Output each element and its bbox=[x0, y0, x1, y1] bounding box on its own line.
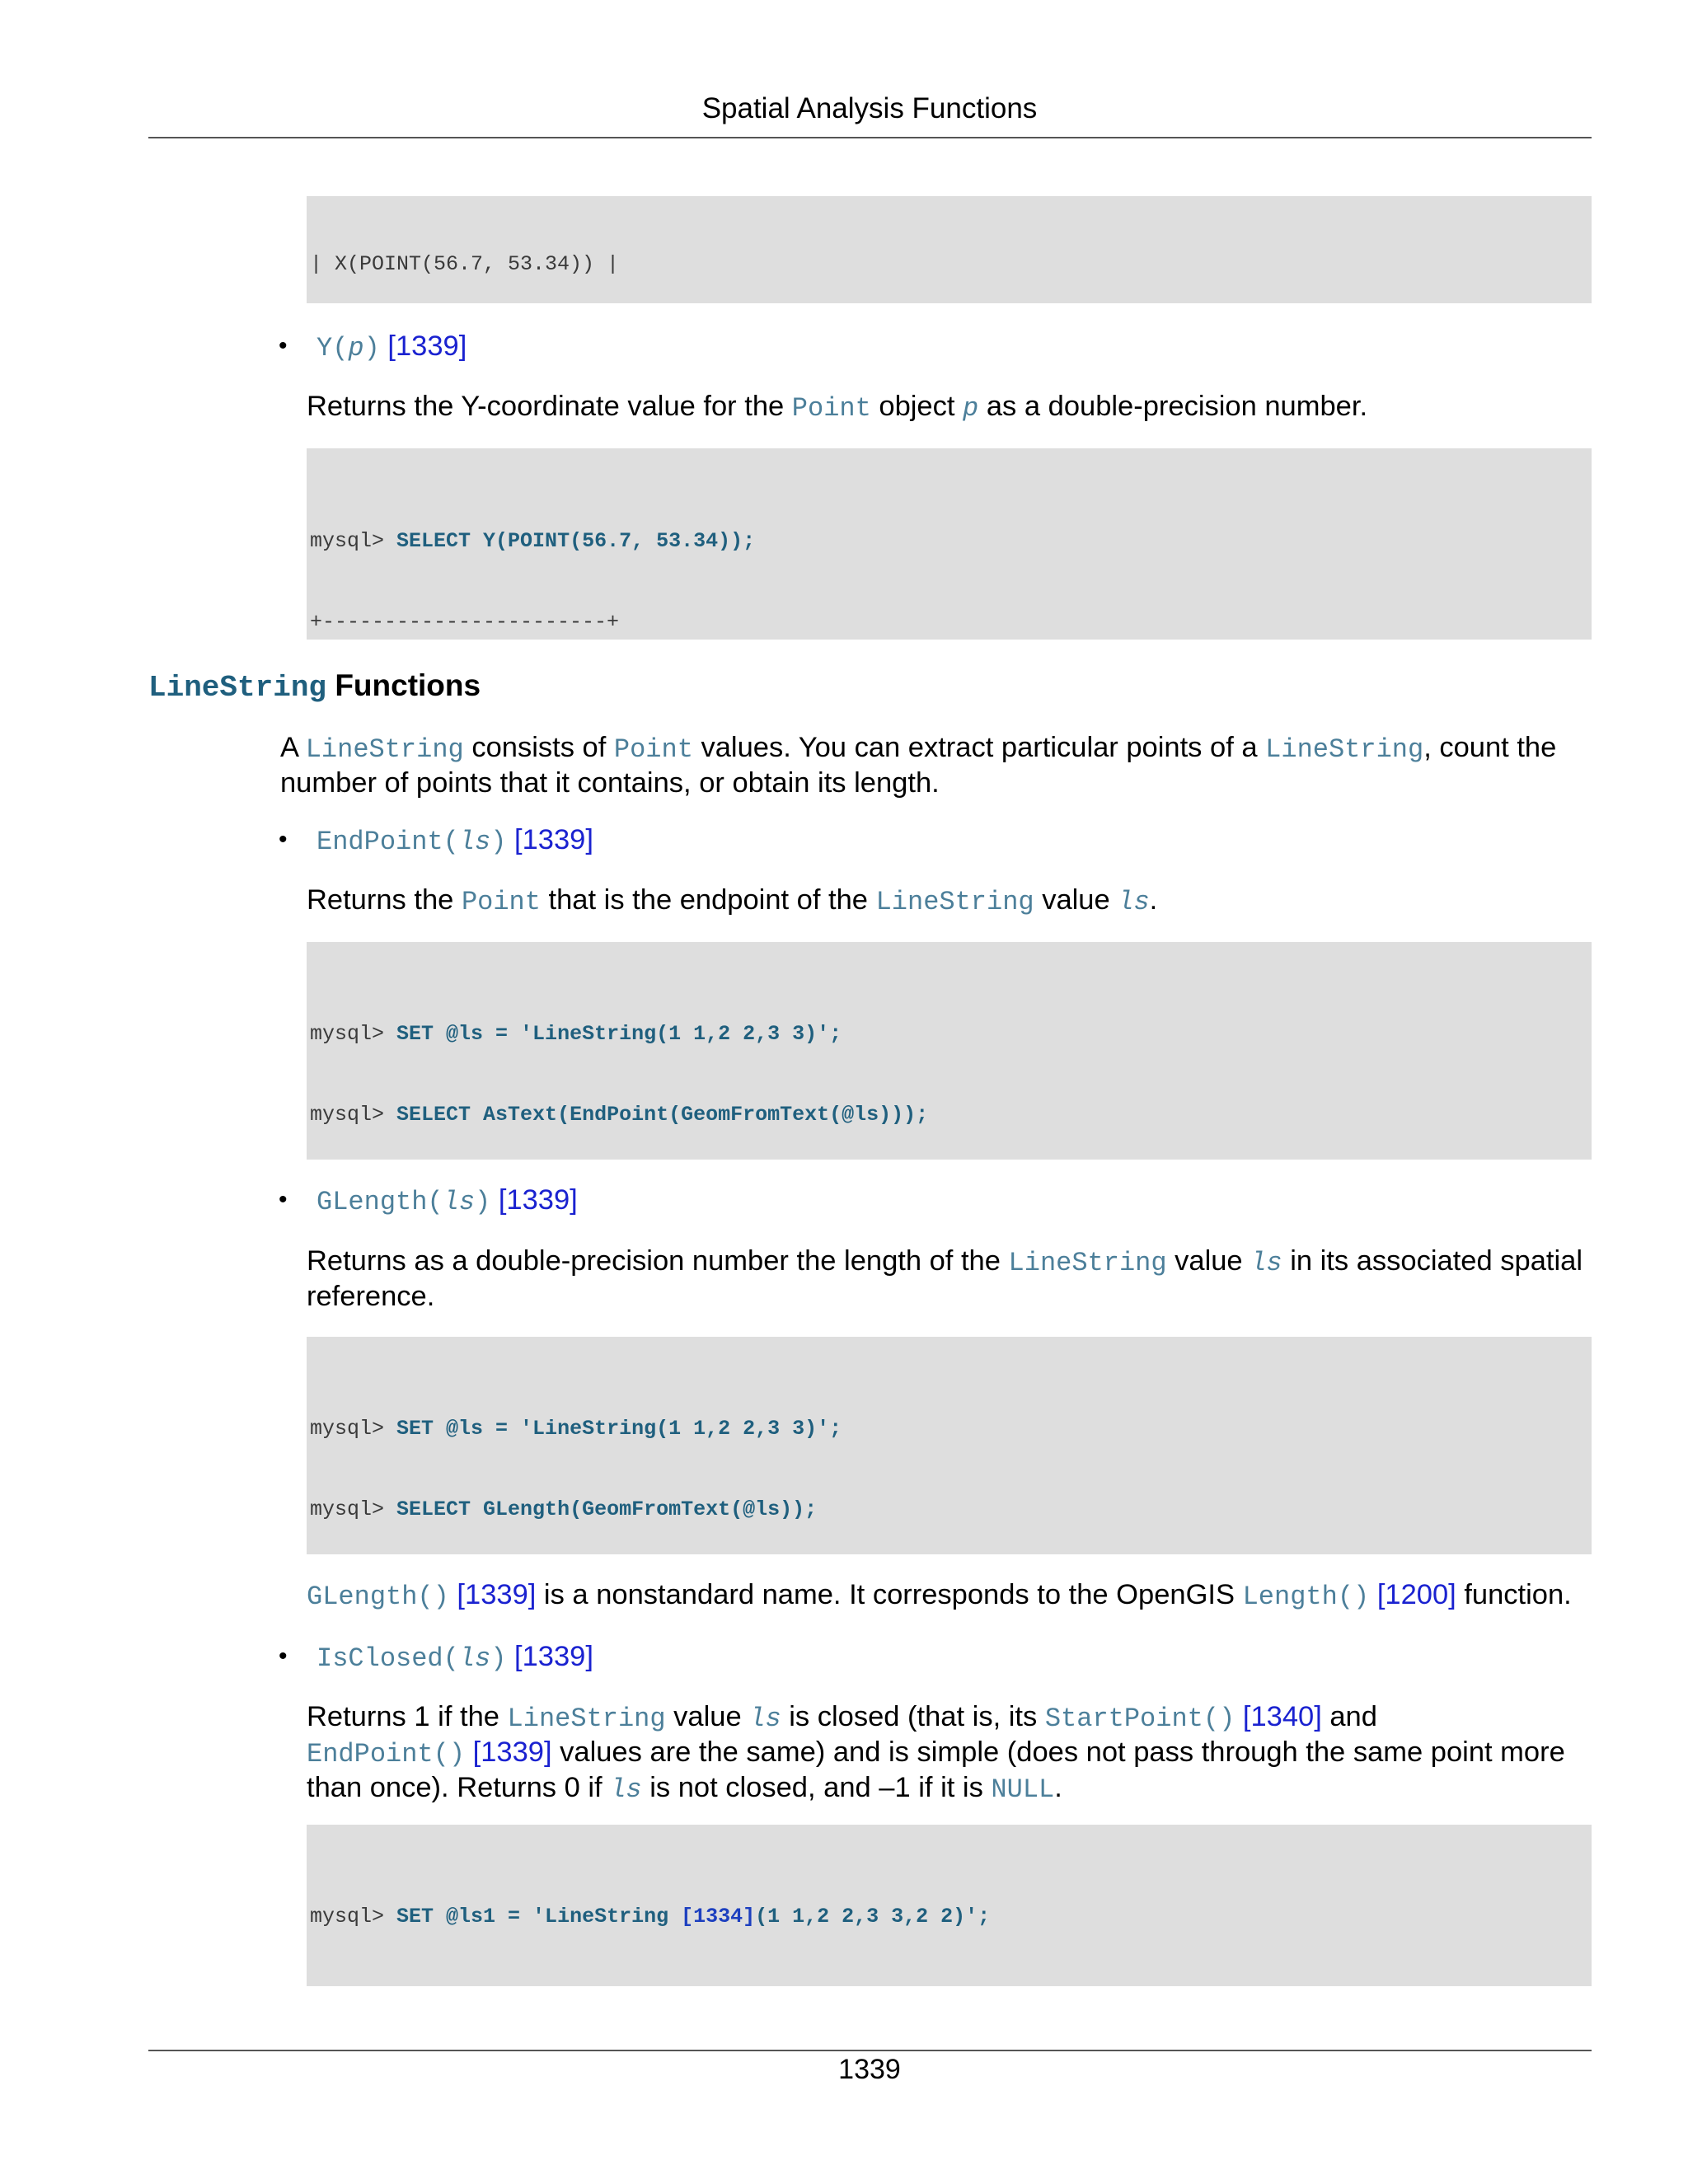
desc-line bbox=[307, 1771, 1592, 1807]
sql-command: SET @ls = 'LineString(1 1,2 2,3 3)'; bbox=[396, 1417, 842, 1441]
bullet: • bbox=[279, 1643, 288, 1670]
function-description bbox=[307, 1700, 1592, 1807]
desc-text: Returns the Y-coordinate value for the bbox=[307, 391, 792, 422]
bullet: • bbox=[279, 1186, 288, 1213]
page-ref-link[interactable]: [1339] bbox=[514, 824, 593, 855]
desc-code: LineString bbox=[1008, 1248, 1167, 1278]
desc-arg: ls bbox=[749, 1704, 781, 1734]
desc-text: values are the same) and is simple (does not pass through the same point more bbox=[551, 1736, 1565, 1768]
page-ref-link[interactable]: [1340] bbox=[1242, 1701, 1322, 1732]
function-arg: ls bbox=[458, 1643, 491, 1674]
prompt: mysql> bbox=[310, 1497, 397, 1521]
desc-text: as a double-precision number. bbox=[978, 391, 1368, 422]
desc-line: reference. bbox=[307, 1281, 435, 1312]
desc-text: is not closed, and –1 if it is bbox=[641, 1772, 992, 1803]
section-heading bbox=[148, 668, 481, 706]
function-close: ) bbox=[490, 827, 507, 857]
bullet: • bbox=[279, 826, 288, 853]
section-intro bbox=[280, 731, 1599, 799]
note-text: is a nonstandard name. It corresponds to the OpenGIS bbox=[536, 1579, 1243, 1610]
code-line: | X(POINT(56.7, 53.34)) | bbox=[310, 252, 620, 276]
desc-code: NULL bbox=[991, 1774, 1055, 1805]
sql-command: SET @ls = 'LineString(1 1,2 2,3 3)'; bbox=[396, 1022, 842, 1046]
header-rule bbox=[148, 137, 1592, 138]
desc-text: value bbox=[1166, 1245, 1251, 1277]
desc-code: LineString bbox=[875, 887, 1034, 917]
page-ref-link[interactable]: [1339] bbox=[472, 1736, 552, 1768]
heading-text: Functions bbox=[326, 668, 481, 702]
function-name[interactable]: GLength( bbox=[316, 1187, 443, 1217]
intro-text: consists of bbox=[463, 732, 614, 763]
desc-text: . bbox=[1054, 1772, 1062, 1803]
code-block-isclosed-example bbox=[307, 1825, 1592, 1986]
desc-text: in its associated spatial bbox=[1282, 1245, 1582, 1277]
note-code[interactable]: GLength() bbox=[307, 1582, 449, 1612]
function-close: ) bbox=[490, 1643, 507, 1674]
code-block-y-example bbox=[307, 448, 1592, 640]
desc-text: . bbox=[1149, 884, 1158, 916]
sql-command: SELECT Y(POINT(56.7, 53.34)); bbox=[396, 529, 756, 553]
function-close: ) bbox=[363, 333, 380, 363]
function-close: ) bbox=[475, 1187, 491, 1217]
desc-text: and bbox=[1321, 1701, 1377, 1732]
sql-command: SET @ls1 = 'LineString bbox=[396, 1905, 682, 1929]
page-header-title: Spatial Analysis Functions bbox=[701, 92, 1038, 124]
function-entry-endpoint bbox=[316, 823, 593, 859]
footer-rule bbox=[148, 2050, 1592, 2051]
desc-text: Returns as a double-precision number the length of the bbox=[307, 1245, 1009, 1277]
desc-code[interactable]: EndPoint() bbox=[307, 1739, 466, 1769]
sql-command: SELECT AsText(EndPoint(GeomFromText(@ls))); bbox=[396, 1102, 929, 1127]
function-entry-glength bbox=[316, 1183, 578, 1219]
page-ref-link[interactable]: [1339] bbox=[457, 1579, 537, 1610]
desc-code[interactable]: StartPoint() bbox=[1044, 1704, 1236, 1734]
desc-arg: ls bbox=[1250, 1248, 1282, 1278]
page-ref-link[interactable]: [1339] bbox=[514, 1641, 593, 1672]
page-ref-link[interactable]: [1200] bbox=[1376, 1579, 1456, 1610]
glength-note bbox=[307, 1578, 1572, 1614]
sql-command: SELECT GLength(GeomFromText(@ls)); bbox=[396, 1497, 818, 1521]
code-line bbox=[310, 1497, 1592, 1524]
code-line bbox=[310, 1416, 1592, 1443]
code-block-x-result bbox=[307, 196, 1592, 303]
intro-code: LineString bbox=[1265, 734, 1424, 765]
code-line bbox=[310, 1985, 1592, 1987]
code-block-glength-example bbox=[307, 1337, 1592, 1554]
code-line bbox=[310, 1021, 1592, 1048]
intro-text: A bbox=[280, 732, 306, 763]
sql-command: (1 1,2 2,3 3,2 2)'; bbox=[755, 1905, 991, 1929]
desc-text: object bbox=[870, 391, 964, 422]
function-name[interactable]: EndPoint( bbox=[316, 827, 459, 857]
prompt: mysql> bbox=[310, 1905, 397, 1929]
code-block-endpoint-example bbox=[307, 942, 1592, 1160]
desc-arg: p bbox=[963, 393, 979, 424]
desc-code: LineString bbox=[507, 1704, 666, 1734]
code-line bbox=[310, 1102, 1592, 1129]
desc-text: that is the endpoint of the bbox=[540, 884, 876, 916]
page-ref-link[interactable]: [1334] bbox=[681, 1905, 756, 1929]
heading-code: LineString bbox=[148, 671, 327, 705]
desc-text: Returns 1 if the bbox=[307, 1701, 508, 1732]
bullet: • bbox=[279, 332, 288, 359]
desc-arg: ls bbox=[610, 1774, 642, 1805]
function-description bbox=[307, 1244, 1592, 1313]
function-arg: ls bbox=[458, 827, 491, 857]
note-code[interactable]: Length() bbox=[1242, 1582, 1370, 1612]
desc-line bbox=[307, 1244, 1592, 1280]
code-line bbox=[310, 1904, 1592, 1931]
intro-code: Point bbox=[613, 734, 693, 765]
intro-text: values. You can extract particular points of a bbox=[692, 732, 1266, 763]
function-entry-isclosed bbox=[316, 1640, 593, 1675]
desc-line bbox=[307, 1700, 1592, 1736]
prompt: mysql> bbox=[310, 529, 397, 553]
desc-text: is closed (that is, its bbox=[781, 1701, 1045, 1732]
desc-text: value bbox=[1034, 884, 1118, 916]
prompt: mysql> bbox=[310, 1102, 397, 1127]
page-ref-link[interactable]: [1339] bbox=[498, 1184, 578, 1216]
desc-text: than once). Returns 0 if bbox=[307, 1772, 611, 1803]
code-line: +-----------------------+ bbox=[310, 609, 620, 634]
function-arg: p bbox=[348, 333, 364, 363]
desc-text: Returns the bbox=[307, 884, 462, 916]
intro-text: , count the bbox=[1423, 732, 1557, 763]
page-number: 1339 bbox=[838, 2054, 901, 2085]
intro-line bbox=[280, 731, 1599, 766]
function-description bbox=[307, 390, 1367, 425]
function-entry-y bbox=[316, 330, 467, 365]
intro-line: number of points that it contains, or obtain its length. bbox=[280, 767, 940, 799]
desc-text: value bbox=[665, 1701, 750, 1732]
desc-code: Point bbox=[791, 393, 871, 424]
desc-arg: ls bbox=[1118, 887, 1150, 917]
desc-code: Point bbox=[461, 887, 541, 917]
note-text: function. bbox=[1456, 1579, 1572, 1610]
function-name[interactable]: Y( bbox=[316, 333, 349, 363]
prompt: mysql> bbox=[310, 1022, 397, 1046]
function-arg: ls bbox=[443, 1187, 476, 1217]
code-line bbox=[310, 528, 1592, 555]
prompt: mysql> bbox=[310, 1417, 397, 1441]
function-description bbox=[307, 883, 1157, 919]
page-ref-link[interactable]: [1339] bbox=[387, 330, 467, 362]
function-name[interactable]: IsClosed( bbox=[316, 1643, 459, 1674]
desc-line bbox=[307, 1736, 1592, 1771]
intro-code: LineString bbox=[305, 734, 464, 765]
